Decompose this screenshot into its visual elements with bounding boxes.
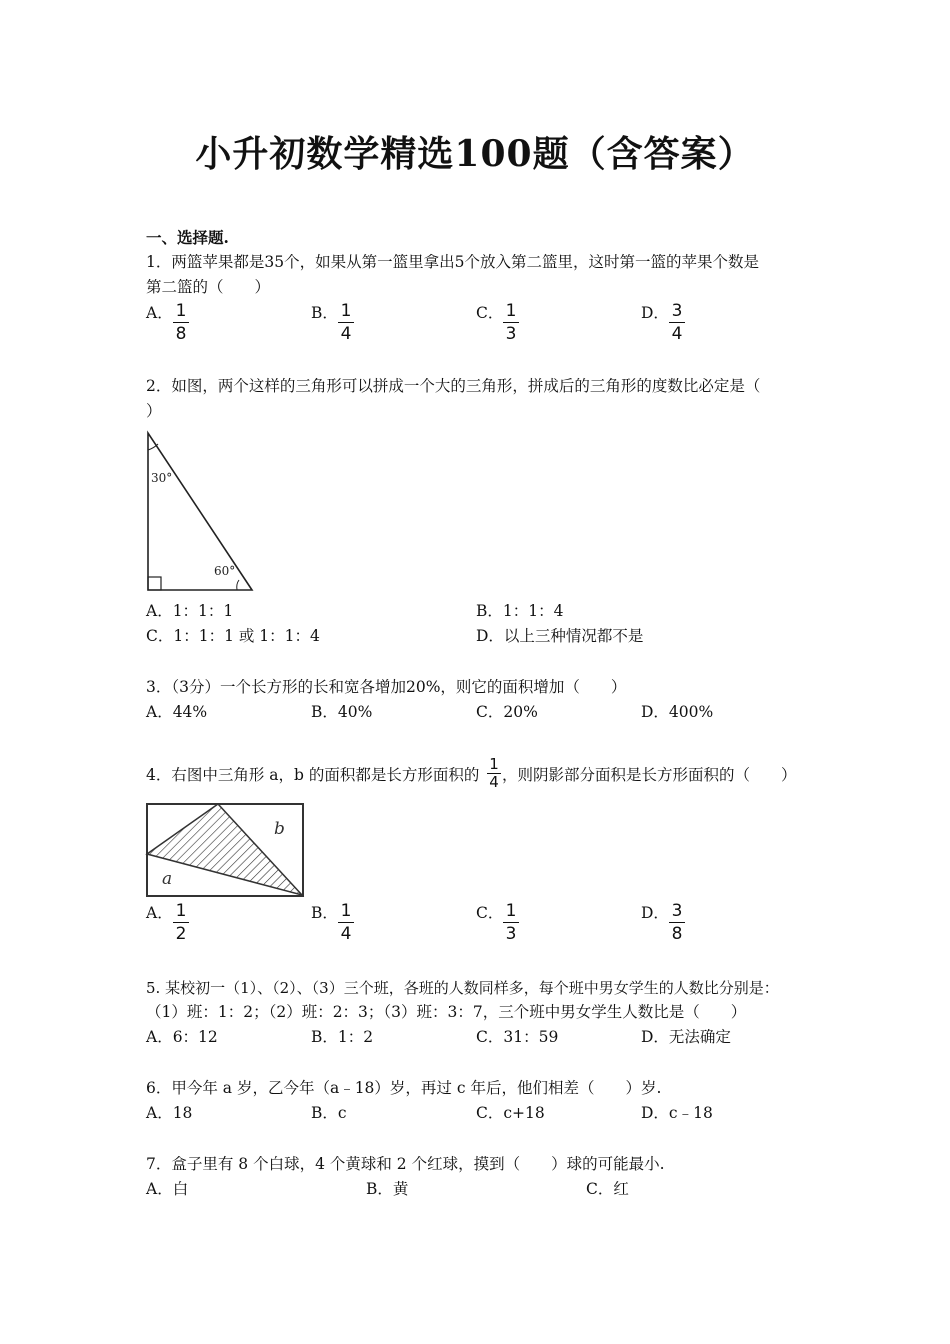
q6-option-d: D．c﹣18: [641, 1104, 713, 1122]
q5-text-line2: （1）班：1：2；（2）班：2：3；（3）班：3：7，三个班中男女学生人数比是（ ）: [146, 1003, 747, 1021]
fraction-bar: [173, 922, 189, 923]
q4-option-d-label: D．: [641, 904, 669, 922]
q3-option-b: B．40%: [311, 703, 373, 721]
q6-option-b: B．c: [311, 1104, 347, 1122]
q1-option-c-fraction: [503, 301, 519, 344]
q2-text-line1: 2．如图，两个这样的三角形可以拼成一个大的三角形，拼成后的三角形的度数比必定是（: [146, 377, 761, 395]
q2-option-a: A．1：1：1: [146, 602, 234, 620]
section-heading: 一、选择题.: [146, 228, 229, 247]
angle-60-label: 60°: [214, 564, 236, 578]
q1-text-line2: 第二篮的（ ）: [146, 278, 271, 296]
q4-option-b-label: B．: [311, 904, 338, 922]
q4-rectangle-figure: [144, 800, 306, 900]
fraction-denominator: 8: [175, 324, 187, 344]
q1-option-b-label: B．: [311, 304, 338, 322]
q5-option-a: A．6：12: [146, 1028, 218, 1046]
fraction-bar: [669, 922, 685, 923]
q4-inline-fraction: [487, 756, 501, 791]
q1-option-a-fraction: [173, 301, 189, 344]
q2-option-d: D．以上三种情况都不是: [476, 627, 644, 645]
fraction-bar: [503, 922, 519, 923]
q5-text-line1: 5. 某校初一（1）、（2）、（3）三个班，各班的人数同样多，每个班中男女学生的人数比分别是：: [146, 979, 779, 997]
fraction-denominator: 8: [671, 924, 683, 944]
q1-option-d-fraction: [669, 301, 685, 344]
fraction-numerator: 1: [175, 901, 187, 921]
fraction-bar: [173, 322, 189, 323]
fraction-bar: [503, 322, 519, 323]
fraction-numerator: 1: [505, 301, 517, 321]
label-b: b: [274, 819, 285, 839]
bottom-angle-arc: [237, 580, 239, 590]
angle-30-label: 30°: [151, 471, 173, 485]
q4-text-part2: ，则阴影部分面积是长方形面积的（ ）: [502, 766, 797, 784]
triangle-outline: [148, 433, 252, 590]
q4-option-b-fraction: [338, 901, 354, 944]
q7-option-a: A．白: [146, 1180, 189, 1198]
fraction-bar: [669, 322, 685, 323]
q5-option-c: C．31：59: [476, 1028, 559, 1046]
q2-text-line2: ）: [146, 402, 162, 420]
fraction-denominator: 4: [489, 773, 499, 791]
fraction-denominator: 4: [671, 324, 683, 344]
q2-triangle-figure: [144, 430, 260, 594]
q7-option-c: C．红: [586, 1180, 629, 1198]
q6-text-line1: 6．甲今年 a 岁，乙今年（a﹣18）岁，再过 c 年后，他们相差（ ）岁.: [146, 1079, 662, 1097]
fraction-numerator: 3: [671, 301, 683, 321]
q1-option-b-fraction: [338, 301, 354, 344]
fraction-denominator: 4: [340, 324, 352, 344]
q4-option-d-fraction: [669, 901, 685, 944]
fraction-denominator: 4: [340, 924, 352, 944]
page-title: 小升初数学精选100题（含答案）: [195, 133, 755, 175]
q4-option-a-fraction: [173, 901, 189, 944]
fraction-denominator: 2: [175, 924, 187, 944]
fraction-numerator: 1: [175, 301, 187, 321]
fraction-numerator: 3: [671, 901, 683, 921]
q1-option-c-label: C．: [476, 304, 504, 322]
q4-option-c-label: C．: [476, 904, 504, 922]
q6-option-c: C．c+18: [476, 1104, 545, 1122]
q3-text-line1: 3．（3分）一个长方形的长和宽各增加20%，则它的面积增加（ ）: [146, 678, 627, 696]
q5-option-b: B．1：2: [311, 1028, 374, 1046]
q2-option-c: C．1：1：1 或 1：1：4: [146, 627, 320, 645]
q1-option-a-label: A．: [146, 304, 173, 322]
q1-text-line1: 1．两篮苹果都是35个，如果从第一篮里拿出5个放入第二篮里，这时第一篮的苹果个数是: [146, 253, 759, 271]
q4-option-c-fraction: [503, 901, 519, 944]
q7-option-b: B．黄: [366, 1180, 409, 1198]
q5-option-d: D．无法确定: [641, 1028, 731, 1046]
fraction-denominator: 3: [505, 324, 517, 344]
label-a: a: [162, 869, 173, 889]
q1-option-d-label: D．: [641, 304, 669, 322]
fraction-bar: [338, 922, 354, 923]
q4-text-part1: 4．右图中三角形 a，b 的面积都是长方形面积的: [146, 766, 480, 784]
q2-option-b: B．1：1：4: [476, 602, 564, 620]
fraction-numerator: 1: [340, 301, 352, 321]
q3-option-c: C．20%: [476, 703, 538, 721]
fraction-bar: [338, 322, 354, 323]
fraction-numerator: 1: [505, 901, 517, 921]
q3-option-d: D．400%: [641, 703, 714, 721]
fraction-numerator: 1: [340, 901, 352, 921]
right-angle-mark: [148, 577, 161, 590]
q4-option-a-label: A．: [146, 904, 173, 922]
fraction-numerator: 1: [489, 755, 499, 773]
fraction-denominator: 3: [505, 924, 517, 944]
q3-option-a: A．44%: [146, 703, 208, 721]
q6-option-a: A．18: [146, 1104, 193, 1122]
q7-text-line1: 7．盒子里有 8 个白球，4 个黄球和 2 个红球，摸到（ ）球的可能最小.: [146, 1155, 665, 1173]
